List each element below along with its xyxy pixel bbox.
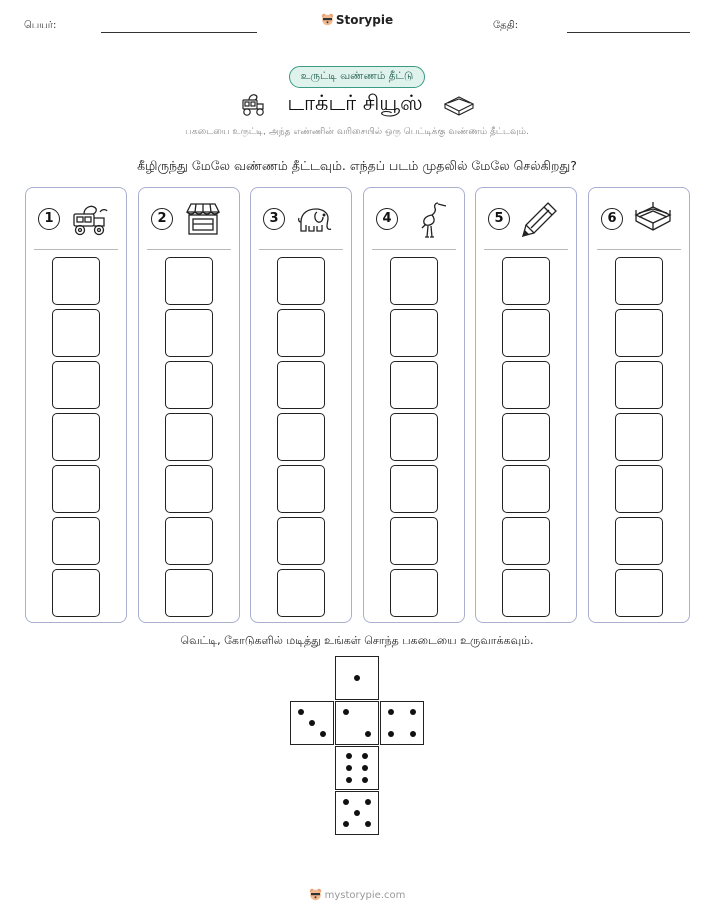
- elephant-icon: [295, 200, 335, 238]
- pip: [362, 753, 368, 759]
- pip: [343, 821, 349, 827]
- pip: [346, 765, 352, 771]
- pip: [354, 810, 360, 816]
- pip: [320, 731, 326, 737]
- column-separator: [597, 249, 681, 250]
- column-3: [250, 187, 352, 623]
- logo: [0, 13, 714, 27]
- dice-face-2: [335, 701, 379, 745]
- column-separator: [259, 249, 343, 250]
- pip: [343, 709, 349, 715]
- color-box[interactable]: [52, 465, 100, 513]
- column-2: [138, 187, 240, 623]
- color-box[interactable]: [615, 257, 663, 305]
- car-icon: [70, 200, 110, 238]
- column-separator: [34, 249, 118, 250]
- color-box[interactable]: [165, 309, 213, 357]
- pip: [388, 709, 394, 715]
- page-title: [0, 91, 714, 118]
- color-box[interactable]: [390, 257, 438, 305]
- pip: [343, 799, 349, 805]
- date-label: தேதி:: [493, 20, 519, 31]
- pip: [365, 731, 371, 737]
- pip: [362, 777, 368, 783]
- color-box[interactable]: [52, 257, 100, 305]
- color-box[interactable]: [390, 517, 438, 565]
- column-4: [363, 187, 465, 623]
- column-separator: [372, 249, 456, 250]
- date-line[interactable]: [567, 32, 690, 33]
- dice-net: [290, 656, 426, 836]
- column-number: 5: [488, 208, 510, 230]
- pip: [346, 753, 352, 759]
- pip: [388, 731, 394, 737]
- color-box[interactable]: [277, 465, 325, 513]
- color-box[interactable]: [502, 309, 550, 357]
- column-5: [475, 187, 577, 623]
- color-box[interactable]: [615, 361, 663, 409]
- dice-face-4: [380, 701, 424, 745]
- color-box[interactable]: [390, 309, 438, 357]
- color-box[interactable]: [390, 569, 438, 617]
- color-box[interactable]: [277, 413, 325, 461]
- question: கீழிருந்து மேலே வண்ணம் தீட்டவும். எந்தப் படம் முதலில் மேலே செல்கிறது?: [137, 158, 577, 173]
- color-box[interactable]: [165, 517, 213, 565]
- boxing-ring-icon: [633, 200, 673, 238]
- column-separator: [147, 249, 231, 250]
- color-box[interactable]: [52, 569, 100, 617]
- color-box[interactable]: [615, 413, 663, 461]
- color-box[interactable]: [165, 413, 213, 461]
- color-box[interactable]: [52, 361, 100, 409]
- column-6: [588, 187, 690, 623]
- column-number: 3: [263, 208, 285, 230]
- bear-icon: [321, 13, 334, 26]
- column-separator: [484, 249, 568, 250]
- color-box[interactable]: [615, 465, 663, 513]
- pip: [354, 675, 360, 681]
- stork-icon: [408, 200, 448, 238]
- cut-fold-instruction: வெட்டி, கோடுகளில் மடித்து உங்கள் சொந்த பகடையை உருவாக்கவும்.: [180, 634, 534, 647]
- column-number: 2: [151, 208, 173, 230]
- bear-icon: [309, 888, 322, 901]
- car-icon: [239, 92, 267, 118]
- name-label: பெயர்:: [24, 20, 57, 31]
- color-box[interactable]: [277, 309, 325, 357]
- column-number: 6: [601, 208, 623, 230]
- color-box[interactable]: [52, 413, 100, 461]
- color-box[interactable]: [502, 257, 550, 305]
- pip: [410, 731, 416, 737]
- color-box[interactable]: [615, 309, 663, 357]
- color-box[interactable]: [502, 465, 550, 513]
- dice-face-6: [335, 746, 379, 790]
- color-box[interactable]: [390, 361, 438, 409]
- color-box[interactable]: [502, 569, 550, 617]
- pip: [309, 720, 315, 726]
- dice-face-3: [290, 701, 334, 745]
- color-box[interactable]: [277, 569, 325, 617]
- dice-face-5: [335, 791, 379, 835]
- subtitle: பகடையை உருட்டி, அந்த எண்ணின் வரிசையில் ஒரு பெட்டிக்கு வண்ணம் தீட்டவும்.: [185, 127, 529, 137]
- color-box[interactable]: [277, 361, 325, 409]
- color-box[interactable]: [502, 517, 550, 565]
- boxing-ring-icon: [443, 94, 475, 116]
- column-number: 4: [376, 208, 398, 230]
- color-box[interactable]: [390, 465, 438, 513]
- color-box[interactable]: [165, 257, 213, 305]
- pencil-icon: [520, 200, 560, 238]
- shop-icon: [183, 200, 223, 238]
- color-box[interactable]: [390, 413, 438, 461]
- color-box[interactable]: [52, 517, 100, 565]
- activity-badge: உருட்டி வண்ணம் தீட்டு: [289, 66, 425, 88]
- title-text: டாக்டர் சியூஸ்: [287, 91, 423, 115]
- color-box[interactable]: [615, 569, 663, 617]
- pip: [365, 799, 371, 805]
- color-box[interactable]: [165, 569, 213, 617]
- pip: [362, 765, 368, 771]
- color-box[interactable]: [615, 517, 663, 565]
- column-1: [25, 187, 127, 623]
- color-box[interactable]: [277, 257, 325, 305]
- color-box[interactable]: [277, 517, 325, 565]
- pip: [365, 821, 371, 827]
- footer-url[interactable]: mystorypie.com: [324, 890, 406, 901]
- logo-text: Storypie: [335, 13, 394, 27]
- color-box[interactable]: [52, 309, 100, 357]
- pip: [410, 709, 416, 715]
- color-box[interactable]: [165, 465, 213, 513]
- pip: [346, 777, 352, 783]
- color-box[interactable]: [502, 413, 550, 461]
- footer: [0, 888, 714, 901]
- column-number: 1: [38, 208, 60, 230]
- pip: [298, 709, 304, 715]
- name-line[interactable]: [101, 32, 257, 33]
- dice-face-1: [335, 656, 379, 700]
- color-box[interactable]: [165, 361, 213, 409]
- color-box[interactable]: [502, 361, 550, 409]
